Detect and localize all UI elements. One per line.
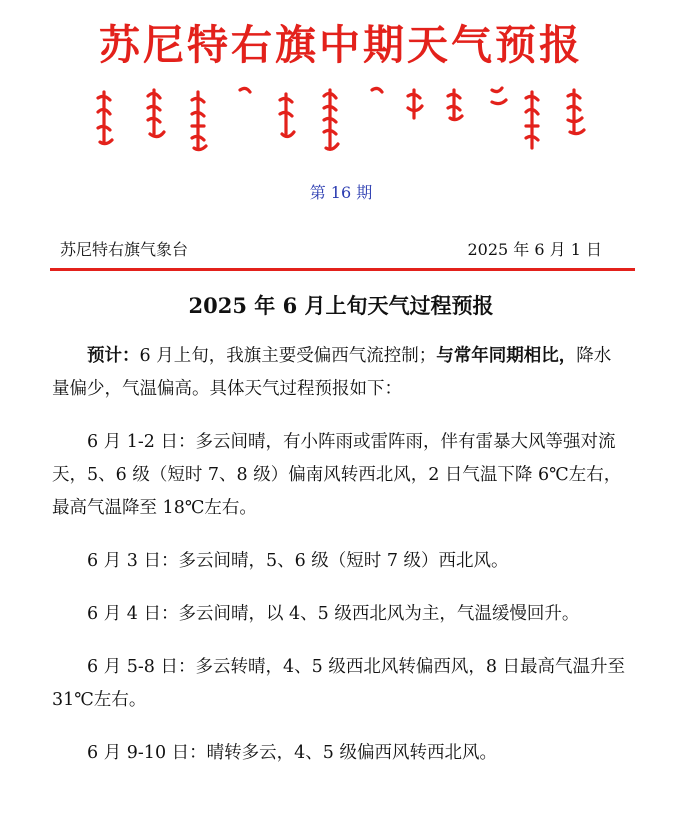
issuing-agency: 苏尼特右旗气象台 xyxy=(60,240,189,259)
issue-date: 2025 年 6 月 1 日 xyxy=(467,240,602,259)
forecast-intro xyxy=(52,340,627,406)
mongol-glyph-7 xyxy=(372,88,382,92)
forecast-paragraph: 6 月 1-2 日：多云间晴，有小阵雨或雷阵雨，伴有雷暴大风等强对流天，5、6 级（短时 7、8 级）偏南风转西北风，2 日气温下降 6℃左右，最高气温降至 18℃左右。 xyxy=(52,432,622,518)
forecast-paragraph: 6 月 5-8 日：多云转晴，4、5 级西北风转偏西风，8 日最高气温升至 31℃左右。 xyxy=(52,657,626,710)
mongol-glyph-5 xyxy=(280,94,294,137)
mongol-glyph-4 xyxy=(240,88,250,92)
mongol-glyph-1 xyxy=(98,92,112,144)
forecast-body xyxy=(52,340,627,790)
mongol-glyph-6 xyxy=(324,90,338,149)
mongol-glyph-12 xyxy=(568,90,584,134)
mongol-glyph-3 xyxy=(192,92,206,150)
issue-number: 第 16 期 xyxy=(309,183,373,202)
masthead-title: 苏尼特右旗中期天气预报 xyxy=(99,21,583,69)
forecast-paragraph: 6 月 9-10 日：晴转多云，4、5 级偏西风转西北风。 xyxy=(87,743,497,763)
mongol-glyph-11 xyxy=(526,92,538,148)
forecast-paragraph: 6 月 4 日：多云间晴，以 4、5 级西北风为主，气温缓慢回升。 xyxy=(87,604,580,624)
mongol-glyph-9 xyxy=(448,90,462,120)
mongol-glyph-8 xyxy=(408,90,422,118)
intro-bold: 与常年同期相比， xyxy=(436,346,577,366)
mongolian-title-script xyxy=(92,84,592,156)
forecast-paragraph: 6 月 3 日：多云间晴，5、6 级（短时 7 级）西北风。 xyxy=(87,551,509,571)
intro-label: 预计： xyxy=(87,346,140,366)
header-divider xyxy=(50,268,635,271)
document-title: 2025 年 6 月上旬天气过程预报 xyxy=(188,293,494,318)
mongol-glyph-10 xyxy=(492,88,506,104)
intro-text-2: 降水量偏少，气温偏高。具体天气过程预报如下： xyxy=(52,346,612,399)
mongol-glyph-2 xyxy=(148,90,164,137)
intro-text-1: 6 月上旬，我旗主要受偏西气流控制； xyxy=(139,346,437,366)
